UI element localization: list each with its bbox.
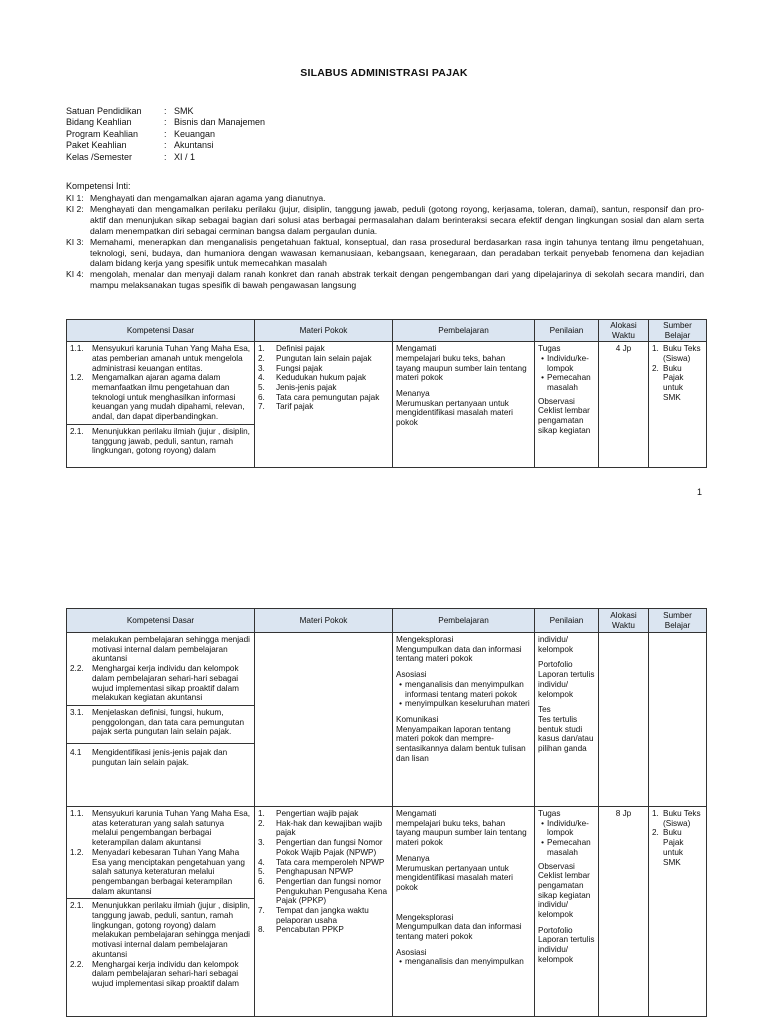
assessment-block: Tes Tes tertulis bentuk studi kasus dan/atau pilihan ganda — [538, 705, 594, 754]
ki-text: Menghayati dan mengamalkan ajaran agama yang dianutnya. — [90, 193, 326, 203]
sumber-item: 2. Buku Pajak untuk SMK — [652, 363, 684, 402]
sumber-cell — [649, 342, 707, 468]
ki-text: Menghayati dan mengamalkan perilaku perilaku (jujur, disiplin, tanggung jawab, peduli (gotong royong, kerjasama, toleran, damai), santun, responsif dan pro-aktif dan menunjukan sikap sebagai bagian dari solusi atas berbagai permasalahan dalam berinteraksi secara efektif dengan lingkungan sosial dan alam serta dalam menempatkan diri sebagai cerminan bangsa dalam pergaulan dunia. — [90, 203, 704, 236]
assessment-block: individu/ kelompok — [538, 635, 574, 654]
alokasi-cell — [599, 633, 649, 807]
ki-item — [66, 237, 704, 270]
list-item: • Individu/ke-lompok — [541, 353, 589, 373]
activity-block: Komunikasi Menyampaikan laporan tentang materi pokok dan mempre-sentasikannya dalam bentuk tulisan dan lisan — [396, 714, 526, 763]
ki-item — [66, 193, 704, 204]
alokasi-cell: 4 Jp — [599, 342, 649, 468]
materi-item: 2. Hak-hak dan kewajiban wajib pajak — [258, 818, 383, 838]
sumber-item: 2. Buku Pajak untuk SMK — [652, 828, 684, 867]
list-item: • Individu/ke-lompok — [541, 818, 589, 838]
pembelajaran-cell — [393, 342, 535, 468]
activity-block: Mengamati mempelajari buku teks, bahan tayang maupun sumber lain tentang materi pokok — [396, 344, 527, 383]
identity-value: Bisnis dan Manajemen — [174, 117, 266, 128]
list-item: • menganalisis dan menyimpulkan informasi tentang materi pokok — [399, 679, 524, 699]
page-2 — [0, 545, 768, 1024]
list-item: • Pemecahan masalah — [541, 838, 591, 857]
identity-row: Satuan Pendidikan : SMK — [66, 106, 194, 116]
kd-item: 2.2. Menghargai kerja individu dan kelompok dalam pembelajaran sehari-hari sebagai wujud implementasi sikap proaktif dalam — [70, 959, 239, 988]
activity-block: Mengamati mempelajari buku teks, bahan tayang maupun sumber lain tentang materi pokok — [396, 809, 527, 848]
materi-item: 3. Pengertian dan fungsi Nomor Pokok Wajib Pajak (NPWP) — [258, 838, 383, 857]
kd-item: 1.1. Mensyukuri karunia Tuhan Yang Maha Esa, atas pemberian amanah untuk mengelola administrasi keuangan entitas. — [70, 344, 251, 373]
activity-block: Menanya Merumuskan pertanyaan untuk mengidentifikasi masalah materi pokok — [396, 853, 513, 892]
materi-item: 1. Pengertian wajib pajak — [258, 809, 359, 818]
header-materi-pokok: Materi Pokok — [255, 320, 393, 342]
pembelajaran-cell — [393, 807, 535, 1017]
ki-item — [66, 204, 704, 237]
identity-label: Paket Keahlian — [66, 140, 127, 151]
activity-block: Mengeksplorasi Mengumpulkan data dan informasi tentang materi pokok — [396, 912, 522, 942]
syllabus-table-2 — [66, 608, 707, 1017]
header-penilaian: Penilaian — [535, 320, 599, 342]
sumber-item: 1. Buku Teks (Siswa) — [652, 344, 701, 363]
materi-item: 5. Penghapusan NPWP — [258, 867, 354, 877]
table-header-row — [67, 320, 707, 342]
list-item: • menganalisis dan menyimpulkan — [399, 957, 524, 967]
sumber-cell — [649, 633, 707, 807]
syllabus-table-1 — [66, 319, 707, 468]
ki-item — [66, 269, 704, 291]
identity-value: SMK — [174, 106, 194, 116]
kd-cell — [67, 807, 255, 1017]
table-header-row — [67, 609, 707, 633]
kd-cell — [67, 633, 255, 807]
activity-block: Menanya Merumuskan pertanyaan untuk mengidentifikasi masalah materi pokok — [396, 389, 513, 428]
materi-item: 7. Tarif pajak — [258, 402, 314, 412]
identity-row: Kelas /Semester : XI / 1 — [66, 151, 196, 162]
sumber-cell — [649, 807, 707, 1017]
kd-item: 1.1. Mensyukuri karunia Tuhan Yang Maha Esa, atas keteraturan yang salah satunya melalui pengembangan berbagai keterampilan dalam akuntansi — [70, 809, 251, 848]
kd-item: 1.2. Menyadari kebesaran Tuhan Yang Maha Esa yang menciptakan pengetahuan yang salah satunya keteraturan melalui pengembangan berbagai keterampilan dalam akuntansi — [70, 847, 245, 896]
ki-text: Memahami, menerapkan dan menganalisis pengetahuan faktual, konseptual, dan rasa prosedural berdasarkan rasa ingin tahunya tentang ilmu pengetahuan, teknologi, seni, budaya, dan humaniora dengan wawasan kemanusiaan, kebangsaan, kenegaraan, dan peradaban terkait penyebab fenomena dan kejadian dalam bidang kerja yang spesifik untuk memecahkan masalah — [90, 236, 704, 269]
kd-item: 2.1. Menunjukkan perilaku ilmiah (jujur , disiplin, tanggung jawab, peduli, santun, ramah lingkungan, gotong royong) dalam melakukan pembelajaran sehingga menjadi motivasi internal dalam pembelajaran akuntansi — [67, 898, 254, 959]
penilaian-cell: Tugas • Individu/ke-lompok • Pemecahan masalah Observasi Ceklist lembar pengamatan sikap kegiatan — [535, 342, 599, 468]
materi-item: 8. Pencabutan PPKP — [258, 925, 344, 935]
header-pembelajaran: Pembelajaran — [393, 320, 535, 342]
identity-label: Bidang Keahlian — [66, 117, 132, 128]
materi-item: 6. Pengertian dan fungsi nomor Pengukuhan Pengusaha Kena Pajak (PPKP) — [258, 876, 388, 906]
penilaian-cell — [535, 633, 599, 807]
materi-item: 1. Definisi pajak — [258, 344, 325, 354]
pembelajaran-cell — [393, 633, 535, 807]
materi-item: 5. Jenis-jenis pajak — [258, 383, 337, 392]
header-pembelajaran: Pembelajaran — [393, 609, 535, 633]
kd-item: 4.1 Mengidentifikasi jenis-jenis pajak dan pungutan lain selain pajak. — [67, 743, 254, 767]
materi-item: 7. Tempat dan jangka waktu pelaporan usaha — [258, 906, 369, 925]
header-sumber-belajar: Sumber Belajar — [649, 609, 707, 633]
kd-item: 3.1. Menjelaskan definisi, fungsi, hukum, penggolongan, dan tata cara pemungutan pajak serta pungutan lain selain pajak. — [67, 705, 254, 737]
kd-item: 1.2. Mengamalkan ajaran agama dalam memanfaatkan ilmu pengetahuan dan teknologi untuk menghasilkan informasi keuangan yang mudah dipahami, relevan, andal, dan dapat diperbandingkan. — [70, 373, 245, 422]
header-penilaian: Penilaian — [535, 609, 599, 633]
materi-item: 2. Pungutan lain selain pajak — [258, 353, 372, 363]
kd-item: 2.2. Menghargai kerja individu dan kelompok dalam pembelajaran sehari-hari sebagai wujud implementasi sikap proaktif dalam melakukan kegiatan akuntansi — [70, 664, 239, 703]
header-alokasi-waktu: Alokasi Waktu — [599, 320, 649, 342]
ki-heading: Kompetensi Inti: — [66, 181, 131, 191]
identity-row: Bidang Keahlian : Bisnis dan Manajemen — [66, 117, 266, 128]
identity-value: XI / 1 — [174, 151, 196, 162]
header-alokasi-waktu: Alokasi Waktu — [599, 609, 649, 633]
table-row — [67, 342, 707, 468]
ki-code: KI 3: — [66, 236, 84, 247]
header-sumber-belajar: Sumber Belajar — [649, 320, 707, 342]
header-kompetensi-dasar: Kompetensi Dasar — [67, 609, 255, 633]
materi-item: 3. Fungsi pajak — [258, 363, 323, 373]
penilaian-cell: Tugas • Individu/ke-lompok • Pemecahan masalah Observasi Ceklist lembar pengamatan sikap kegiatan individu/ kelompok Portofolio Laporan tertulis individu/ kelompok — [535, 807, 599, 1017]
kd-cell — [67, 342, 255, 468]
assessment-block: Portofolio Laporan tertulis individu/ kelompok — [538, 660, 595, 699]
table-row — [67, 633, 707, 807]
identity-value: Akuntansi — [174, 140, 214, 151]
identity-row: Program Keahlian : Keuangan — [66, 128, 216, 139]
ki-text: mengolah, menalar dan menyaji dalam ranah konkret dan ranah abstrak terkait dengan pengembangan dari yang dipelajarinya di sekolah secara mandiri, dan mampu melaksanakan tugas spesifik di bawah pengawasan langsung — [90, 269, 704, 291]
table-row — [67, 807, 707, 1017]
materi-item: 6. Tata cara pemungutan pajak — [258, 392, 380, 402]
identity-label: Program Keahlian — [66, 128, 139, 139]
list-item: • menyimpulkan keseluruhan materi — [399, 699, 530, 709]
ki-code: KI 4: — [66, 269, 84, 280]
page-number: 1 — [696, 487, 702, 497]
activity-block: Asosiasi • menganalisis dan menyimpulkan informasi tentang materi pokok • menyimpulkan keseluruhan materi — [396, 670, 530, 709]
alokasi-cell: 8 Jp — [599, 807, 649, 1017]
materi-cell — [255, 342, 393, 468]
kd-item: melakukan pembelajaran sehingga menjadi motivasi internal dalam pembelajaran akuntansi — [92, 635, 250, 664]
ki-code: KI 1: — [66, 193, 84, 203]
list-item: • Pemecahan masalah — [541, 373, 591, 392]
ki-list — [66, 193, 704, 291]
materi-item: 4. Kedudukan hukum pajak — [258, 373, 367, 383]
sumber-item: 1. Buku Teks (Siswa) — [652, 809, 701, 828]
identity-label: Satuan Pendidikan — [66, 106, 142, 116]
identity-value: Keuangan — [174, 128, 216, 139]
identity-row: Paket Keahlian : Akuntansi — [66, 140, 214, 151]
header-kompetensi-dasar: Kompetensi Dasar — [67, 320, 255, 342]
ki-code: KI 2: — [66, 203, 84, 214]
header-materi-pokok: Materi Pokok — [255, 609, 393, 633]
activity-block: Mengeksplorasi Mengumpulkan data dan informasi tentang materi pokok — [396, 635, 522, 664]
materi-cell — [255, 807, 393, 1017]
materi-item: 4. Tata cara memperoleh NPWP — [258, 857, 385, 867]
materi-cell — [255, 633, 393, 807]
kd-item: 2.1. Menunjukkan perilaku ilmiah (jujur , disiplin, tanggung jawab, peduli, santun, ramah lingkungan, gotong royong) dalam — [67, 424, 254, 456]
activity-block: Asosiasi • menganalisis dan menyimpulkan — [396, 948, 531, 967]
identity-block — [66, 106, 265, 163]
document-title: SILABUS ADMINISTRASI PAJAK — [300, 67, 468, 79]
identity-label: Kelas /Semester — [66, 151, 133, 162]
